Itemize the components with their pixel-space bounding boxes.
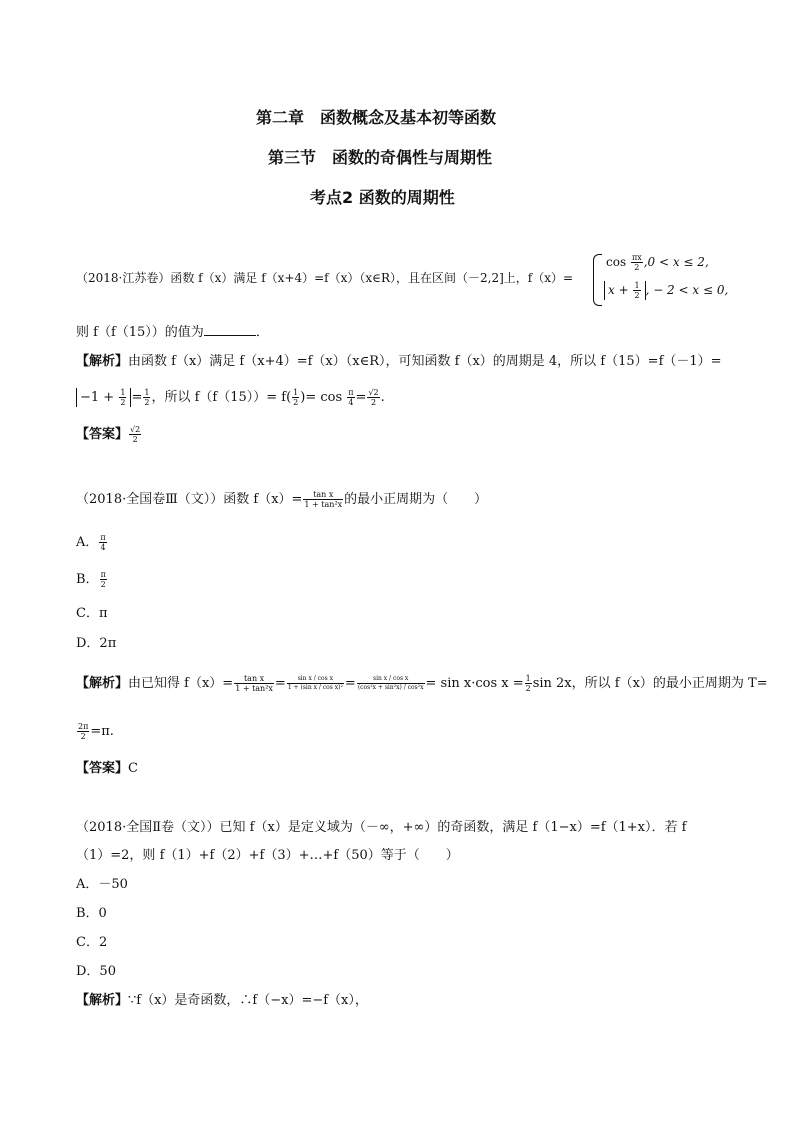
eq-sign: = — [344, 676, 356, 691]
q2-frac-2 — [287, 675, 344, 692]
topic-title: 考点2 函数的周期性 — [310, 188, 455, 207]
q1-piece2-abs — [604, 281, 646, 300]
analysis-label: 【解析】 — [76, 354, 129, 369]
q1-a2a: −1 + — [80, 390, 115, 405]
frac-den: 4 — [348, 398, 354, 407]
q1-analysis-line2 — [76, 388, 385, 407]
analysis-label: 【解析】 — [76, 676, 129, 691]
answer-value: C — [128, 761, 138, 776]
q1-a2c: ，所以 f（f（15））= f( — [151, 390, 292, 405]
q3-stem-line2: （1）=2，则 f（1）+f（2）+f（3）+…+f（50）等于（ ） — [76, 848, 459, 863]
q2-analysis-b: = sin x·cos x = — [425, 676, 524, 691]
option-frac — [100, 570, 107, 589]
frac-den: 2 — [132, 435, 138, 444]
q1-analysis-line1 — [76, 353, 722, 371]
q2-stem-frac — [303, 490, 343, 509]
q2-stem-b: 的最小正周期为（ ） — [344, 492, 488, 507]
q1-piece2-x: x + — [608, 283, 629, 297]
frac-half — [119, 388, 126, 407]
piecewise-brace — [593, 254, 602, 306]
frac-den: 2 — [144, 398, 150, 407]
q1-stem: （2018·江苏卷）函数 f（x）满足 f（x+4）=f（x）（x∈R），且在区间（－2,2]上，f（x）= — [76, 271, 574, 285]
q3-analysis-text: ∵f（x）是奇函数，∴f（−x）=−f（x）， — [128, 993, 368, 1008]
q2-frac-2pi — [77, 722, 89, 741]
q3-option-b: B．0 — [76, 906, 107, 921]
q2-analysis-line2 — [76, 722, 114, 741]
frac-num: 1 — [525, 674, 531, 683]
frac-den: 2 — [293, 398, 299, 407]
frac-num: π — [100, 570, 106, 579]
q2-frac-3 — [357, 675, 425, 692]
frac-den: 1 + tan²x — [235, 684, 273, 693]
frac-num: sin x / cos x — [357, 675, 425, 684]
answer-label: 【答案】 — [76, 427, 129, 442]
frac-num: √2 — [368, 388, 379, 397]
option-label: A． — [76, 535, 99, 550]
frac-sqrt2-2 — [367, 388, 379, 407]
frac-pi-4 — [347, 388, 354, 407]
q2-stem — [76, 490, 487, 509]
option-frac — [99, 533, 106, 552]
q3-stem-line1: （2018·全国Ⅱ卷（文））已知 f（x）是定义域为（－∞，+∞）的奇函数，满足 f（1−x）=f（1+x）．若 f — [76, 820, 687, 835]
frac-num: 1 — [144, 388, 150, 397]
q1-piece1-cos: cos — [606, 255, 627, 269]
chapter-title: 第二章 函数概念及基本初等函数 — [256, 108, 497, 127]
q2-answer — [76, 760, 138, 778]
frac-num: √2 — [130, 425, 141, 434]
q1-ask-end: ． — [255, 325, 269, 340]
answer-blank — [204, 323, 256, 336]
q3-analysis — [76, 992, 368, 1010]
q2-option-c: C．π — [76, 606, 108, 621]
q3-option-c: C．2 — [76, 935, 108, 950]
q2-frac-half — [525, 674, 532, 693]
q2-line2-b: =π. — [90, 724, 114, 739]
frac-den: 4 — [100, 543, 106, 552]
q1-a2f: . — [380, 390, 385, 405]
frac-den: 2 — [634, 263, 640, 272]
option-label: B． — [76, 572, 99, 587]
frac-num: 1 — [293, 388, 299, 397]
q2-option-a — [76, 533, 108, 552]
frac-half-2 — [143, 388, 150, 407]
q1-piece2 — [604, 281, 728, 300]
q2-analysis-a: 由已知得 f（x）= — [128, 676, 234, 691]
q1-ask — [76, 323, 269, 342]
q1-piece1-cond: ,0 < x ≤ 2, — [643, 255, 709, 269]
frac-den: 2 — [525, 684, 531, 693]
answer-frac — [129, 425, 141, 444]
q2-analysis-c: sin 2x，所以 f（x）的最小正周期为 T= — [532, 676, 768, 691]
eq-sign: = — [274, 676, 286, 691]
frac-half-3 — [292, 388, 299, 407]
abs-expression — [76, 388, 131, 407]
q1-a2e: = — [355, 390, 367, 405]
frac-num: tan x — [234, 674, 274, 684]
q3-option-a: A．－50 — [76, 877, 128, 892]
q1-a2d: )= cos — [300, 390, 343, 405]
frac-den: 2 — [634, 291, 640, 300]
frac-num: π — [348, 388, 354, 397]
analysis-label: 【解析】 — [76, 993, 129, 1008]
frac-num: sin x / cos x — [287, 675, 344, 684]
frac-den: 2 — [100, 580, 106, 589]
answer-label: 【答案】 — [76, 761, 129, 776]
frac-num: 1 — [634, 281, 640, 290]
frac-num: πx — [631, 253, 642, 262]
frac-den: 2 — [80, 732, 86, 741]
frac-den: 2 — [371, 398, 377, 407]
section-title: 第三节 函数的奇偶性与周期性 — [268, 148, 493, 167]
q2-analysis-line1 — [76, 674, 768, 693]
q2-frac-1 — [234, 674, 274, 693]
q1-ask-text: 则 f（f（15））的值为 — [76, 325, 204, 340]
q2-stem-a: （2018·全国卷Ⅲ（文））函数 f（x）= — [76, 492, 303, 507]
q1-analysis-text: 由函数 f（x）满足 f（x+4）=f（x）（x∈R），可知函数 f（x）的周期是 4，所以 f（15）=f（－1）= — [128, 354, 722, 369]
frac-num: tan x — [303, 490, 343, 500]
frac-num: π — [100, 533, 106, 542]
frac-den: 2 — [120, 398, 126, 407]
q2-option-b — [76, 570, 108, 589]
q1-piece1-frac — [631, 253, 643, 272]
frac-den: (cos²x + sin²x) / cos²x — [357, 684, 424, 691]
frac-num: 1 — [120, 388, 126, 397]
q1-piece2-cond: , − 2 < x ≤ 0, — [645, 283, 729, 297]
frac-den: 1 + (sin x / cos x)² — [287, 684, 343, 691]
q1-piece1 — [606, 253, 709, 272]
q2-option-d: D．2π — [76, 636, 117, 651]
q1-piece2-frac — [633, 281, 640, 300]
frac-den: 1 + tan²x — [304, 500, 343, 509]
q1-answer — [76, 425, 142, 444]
frac-num: 2π — [78, 722, 89, 731]
q3-option-d: D．50 — [76, 964, 116, 979]
q1-a2b: = — [131, 390, 143, 405]
